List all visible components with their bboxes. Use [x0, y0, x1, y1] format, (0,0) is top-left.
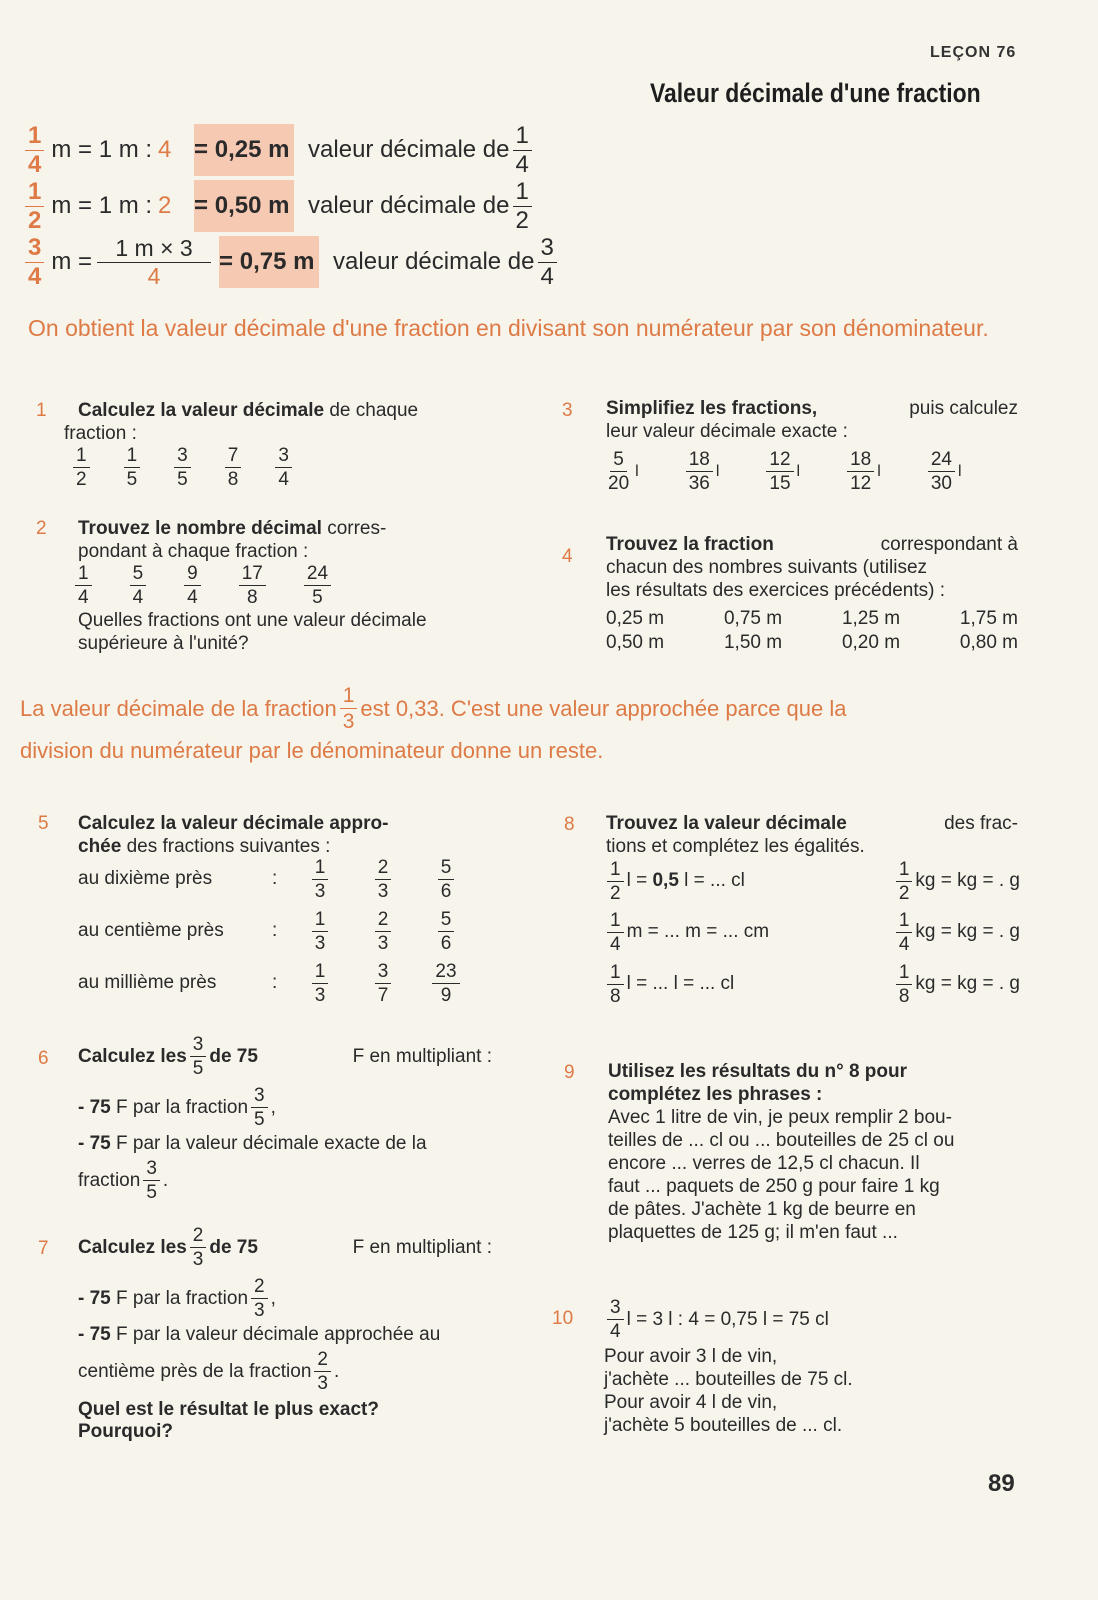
exercise-number: 10 [552, 1308, 574, 1329]
fraction: 1 2 [25, 180, 44, 233]
exercise-5-row-3: au millième près : 1 3 3 7 23 9 [78, 960, 474, 1006]
value: 0,25 m [606, 608, 665, 629]
fraction: 17 8 [239, 564, 266, 607]
fraction: 5 4 [130, 564, 147, 607]
equation-row-2 [22, 177, 535, 234]
fraction: 18 36 [686, 450, 713, 493]
exercise-number: 3 [562, 400, 573, 421]
fraction: 9 4 [184, 564, 201, 607]
value: 0,80 m [959, 632, 1018, 653]
result-box: = 0,50 m [194, 180, 294, 232]
exercise-number: 1 [36, 400, 47, 421]
exercise-2-fractions [72, 564, 334, 607]
result-box: = 0,75 m [219, 236, 319, 288]
exercise-number: 7 [38, 1238, 49, 1259]
fraction: 7 8 [225, 446, 242, 489]
fraction: 2 3 [358, 910, 408, 953]
exercise-10: 3 4 l = 3 l : 4 = 0,75 l = 75 cl Pour avoir 3 l de vin, j'achète ... bouteilles de 75 cl. Pour avoir 4 l de vin, j'achète 5 bouteilles de ... cl. [604, 1297, 853, 1436]
exercise-number: 6 [38, 1048, 49, 1069]
equation-row-1 [22, 121, 535, 178]
value: 0,75 m [723, 608, 783, 629]
exercise-number: 9 [564, 1062, 575, 1083]
exercise-2-question: Quelles fractions ont une valeur décimale supérieure à l'unité? [78, 610, 427, 654]
fraction: 1 4 [25, 124, 44, 177]
fraction: 23 9 [421, 962, 471, 1005]
fraction: 3 5 [251, 1086, 268, 1129]
exercise-number: 8 [564, 814, 575, 835]
fraction: 3 5 [190, 1035, 207, 1078]
equation-text: m = 1 m : [51, 192, 153, 219]
fraction: 3 4 [25, 236, 44, 289]
exercise-8: Trouvez la valeur décimale des frac- tions et complétez les égalités. [606, 813, 1018, 857]
exercise-1-fractions [70, 446, 295, 489]
fraction: 1 8 [607, 963, 624, 1006]
value: 0,50 m [606, 632, 665, 653]
fraction: 3 5 [143, 1159, 160, 1202]
divisor: 2 [158, 192, 172, 219]
fraction: 1 2 [513, 180, 532, 233]
fraction: 1 4 [607, 911, 624, 954]
fraction: 5 6 [421, 910, 471, 953]
decimal-label: valeur décimale de [308, 136, 510, 163]
fraction: 1 2 [607, 860, 624, 903]
fraction: 1 2 [896, 860, 913, 903]
exercise-number: 2 [36, 518, 47, 539]
exercise-4: Trouvez la fraction correspondant à chacun des nombres suivants (utilisez les résultats des exercices précédents) : [606, 534, 1018, 601]
fraction: 18 12 [847, 450, 874, 493]
compound-fraction: $\frac{1 m \times 3}{4}$ [100, 237, 208, 288]
fraction: 3 4 [607, 1298, 624, 1341]
exercise-2: Trouvez le nombre décimal corres- pondant à chaque fraction : [78, 518, 387, 562]
page-title: Valeur décimale d'une fraction [650, 78, 981, 108]
decimal-label: valeur décimale de [308, 192, 510, 219]
exercise-3-fractions: 5 20 l 18 36 l 12 15 l 18 12 l 24 30 l [602, 450, 962, 493]
fraction: 1 3 [295, 962, 345, 1005]
fraction: 2 3 [251, 1277, 268, 1320]
exercise-5: Calculez la valeur décimale appro- chée des fractions suivantes : [78, 813, 389, 857]
equation-text: m = 1 m : [51, 136, 153, 163]
fraction: 3 4 [538, 236, 557, 289]
fraction: 24 30 [928, 450, 955, 493]
fraction: 1 8 [896, 963, 913, 1006]
fraction: 1 3 [295, 858, 345, 901]
fraction: 1 3 [295, 910, 345, 953]
fraction: 2 3 [314, 1350, 331, 1393]
fraction: 1 5 [124, 446, 141, 489]
result-box: = 0,25 m [194, 124, 294, 176]
exercise-number: 5 [38, 813, 49, 834]
lesson-label: LEÇON 76 [930, 44, 1017, 61]
exercise-number: 4 [562, 546, 573, 567]
fraction: 2 3 [190, 1226, 207, 1269]
rule-statement: On obtient la valeur décimale d'une fraction en divisant son numérateur par son dénominateur. [28, 315, 989, 341]
exercise-5-row-1: au dixième près : 1 3 2 3 5 6 [78, 856, 474, 902]
fraction: 1 3 [340, 685, 358, 732]
rule-statement-2: La valeur décimale de la fraction 1 3 est 0,33. C'est une valeur approchée parce que la division du numérateur par le dénominateur donne un reste. [20, 684, 847, 763]
fraction: 5 6 [421, 858, 471, 901]
fraction: 12 15 [766, 450, 793, 493]
fraction: 1 4 [75, 564, 92, 607]
exercise-5-row-2: au centième près : 1 3 2 3 5 6 [78, 908, 474, 954]
exercise-6: Calculez les 3 5 de 75 F en multipliant : - 75 F par la fraction 3 5 , - 75 F par la valeur décimale exacte de la fraction 3 5 . [78, 1034, 492, 1203]
fraction: 2 3 [358, 858, 408, 901]
fraction: 24 5 [304, 564, 331, 607]
fraction: 1 4 [896, 911, 913, 954]
value: 0,20 m [841, 632, 901, 653]
exercise-9: Utilisez les résultats du n° 8 pour complétez les phrases : Avec 1 litre de vin, je peux remplir 2 bou- teilles de ... cl ou ... bouteilles de 25 cl ou encore ... verres de 12,5 cl chacun. Il faut ... paquets de 250 g pour faire 1 kg de pâtes. J'achète 1 kg de beurre en plaquettes de 125 g; il m'en faut ... [608, 1061, 955, 1243]
exercise-3: Simplifiez les fractions, puis calculez leur valeur décimale exacte : [606, 398, 1018, 442]
fraction: 3 7 [358, 962, 408, 1005]
page-number: 89 [988, 1470, 1015, 1497]
value: 1,50 m [723, 632, 783, 653]
exercise-1: Calculez la valeur décimale de chaque fraction : [64, 400, 419, 444]
equation-text: m = [51, 248, 93, 275]
equation-row-3 [22, 233, 560, 290]
decimal-label: valeur décimale de [333, 248, 535, 275]
exercise-4-values-row-1 [606, 608, 1018, 630]
exercise-8-equalities: 1 2 l = 0,5 l = ... cl 1 2 kg = kg = . g 1 4 m = ... m = ... cm 1 4 kg = kg = . g 1 8 l = ... l = ... cl 1 8 kg = kg = . g [604, 856, 1020, 1010]
fraction: 1 2 [73, 446, 90, 489]
divisor: 4 [158, 136, 172, 163]
fraction: 5 20 [608, 449, 630, 494]
value: 1,25 m [841, 608, 901, 629]
value: 1,75 m [959, 608, 1018, 629]
fraction: 1 4 [513, 124, 532, 177]
exercise-4-values-row-2 [606, 632, 1018, 654]
fraction: 3 5 [174, 446, 191, 489]
fraction: 3 4 [275, 446, 292, 489]
exercise-7: Calculez les 2 3 de 75 F en multipliant : - 75 F par la fraction 2 3 , - 75 F par la valeur décimale approchée au centième près de la fraction 2 3 . Quel est le résultat le plus exact? Pourquoi? [78, 1225, 492, 1442]
